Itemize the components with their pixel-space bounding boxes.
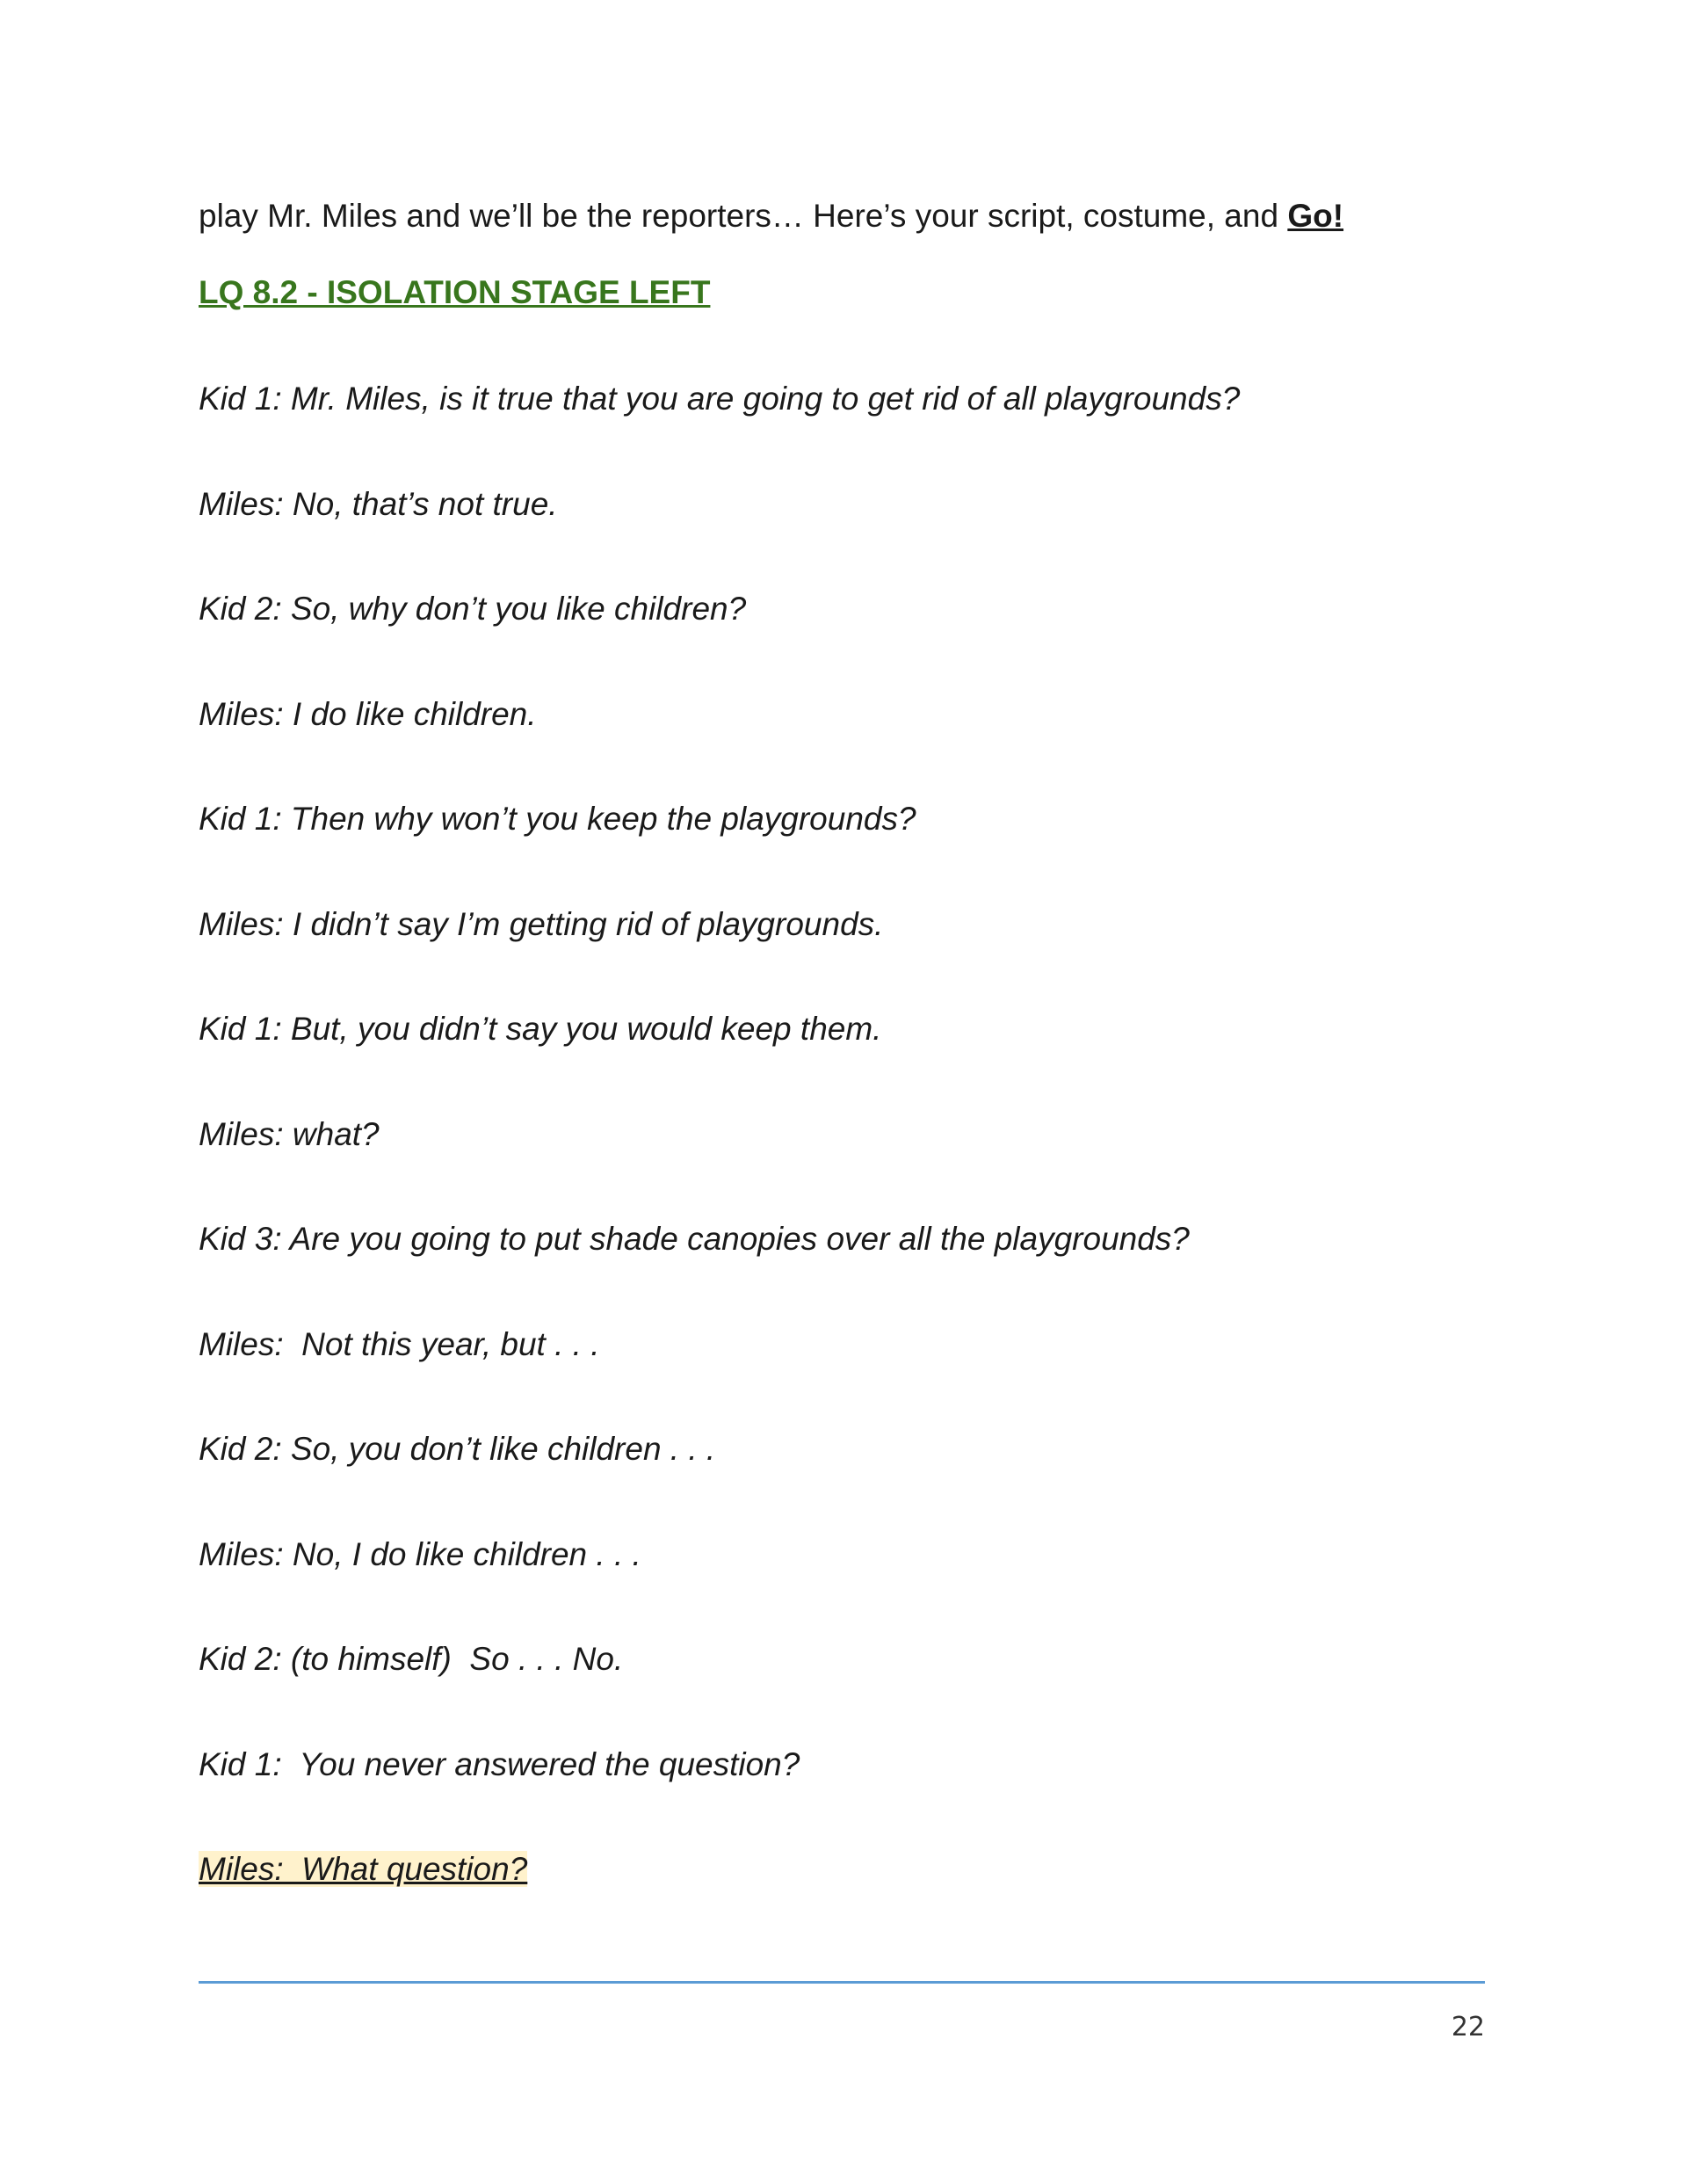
go-emphasis: Go! [1287, 198, 1344, 234]
dialogue-line: Miles: Not this year, but . . . [199, 1325, 600, 1362]
section-heading: LQ 8.2 - ISOLATION STAGE LEFT [199, 274, 711, 310]
dialogue-line: Kid 2: (to himself) So . . . No. [199, 1641, 624, 1677]
dialogue-line: Kid 2: So, you don’t like children . . . [199, 1431, 716, 1467]
dialogue-line: Miles: No, that’s not true. [199, 485, 558, 522]
page-number: 22 [1451, 2012, 1485, 2043]
intro-line [199, 195, 1343, 237]
footer-divider [199, 1981, 1485, 1984]
dialogue-line: Miles: I didn’t say I’m getting rid of playgrounds. [199, 905, 884, 942]
dialogue-line: Kid 3: Are you going to put shade canopies over all the playgrounds? [199, 1221, 1190, 1257]
dialogue-line: Kid 2: So, why don’t you like children? [199, 591, 747, 627]
dialogue-line: Kid 1: But, you didn’t say you would keep them. [199, 1011, 882, 1047]
dialogue-line: Miles: what? [199, 1115, 380, 1152]
dialogue-script [199, 378, 1240, 1954]
dialogue-line: Kid 1: Then why won’t you keep the playgrounds? [199, 801, 916, 837]
intro-text: play Mr. Miles and we’ll be the reporters… Here’s your script, costume, and [199, 198, 1288, 234]
dialogue-line: Kid 1: You never answered the question? [199, 1745, 800, 1782]
highlighted-dialogue-line: Miles: What question? [199, 1851, 528, 1887]
dialogue-line: Miles: I do like children. [199, 695, 537, 732]
dialogue-line: Miles: No, I do like children . . . [199, 1535, 641, 1572]
dialogue-line: Kid 1: Mr. Miles, is it true that you are going to get rid of all playgrounds? [199, 381, 1241, 417]
